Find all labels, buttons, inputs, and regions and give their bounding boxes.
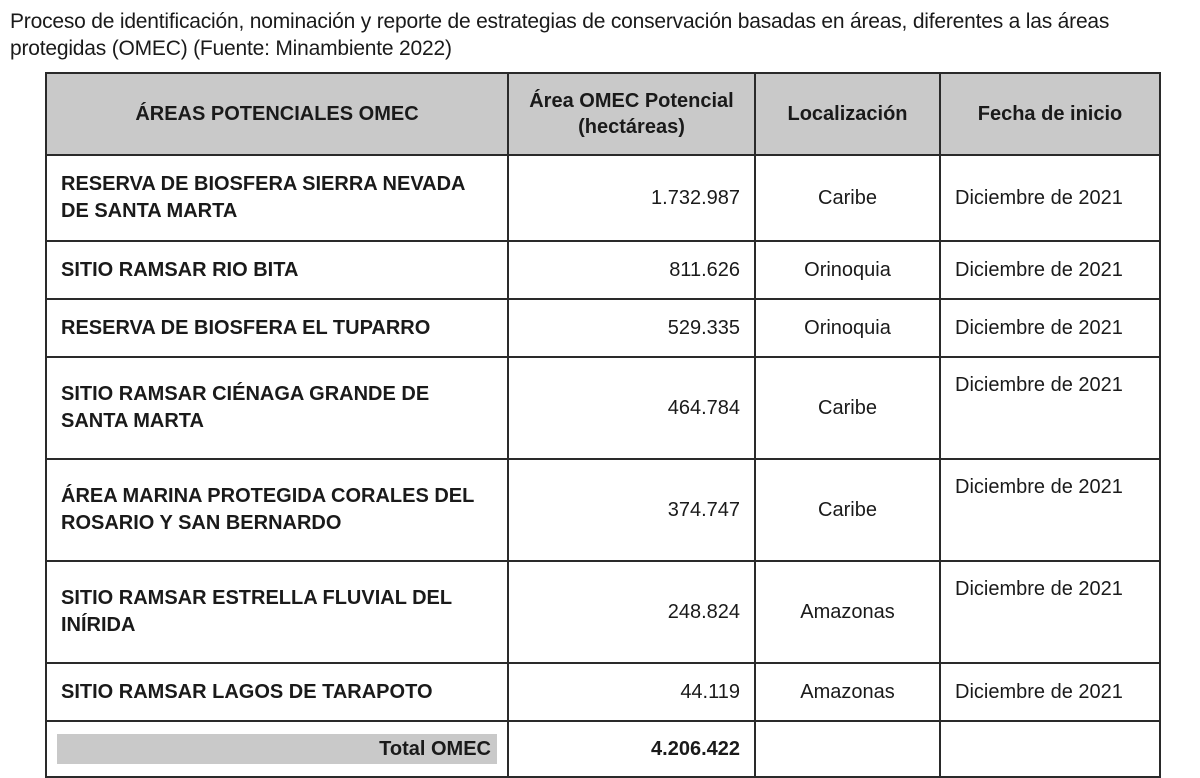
total-location-empty <box>755 721 940 777</box>
area-location: Caribe <box>755 357 940 459</box>
table-row <box>46 663 1160 721</box>
total-hectares: 4.206.422 <box>508 721 755 777</box>
table-row <box>46 357 1160 459</box>
area-name: RESERVA DE BIOSFERA SIERRA NEVADA DE SANTA MARTA <box>46 155 508 241</box>
area-hectares: 374.747 <box>508 459 755 561</box>
area-start-date: Diciembre de 2021 <box>940 357 1160 459</box>
total-label: Total OMEC <box>57 734 497 764</box>
area-hectares: 529.335 <box>508 299 755 357</box>
table-header-row <box>46 73 1160 155</box>
area-start-date: Diciembre de 2021 <box>940 299 1160 357</box>
area-start-date: Diciembre de 2021 <box>940 561 1160 663</box>
area-hectares: 811.626 <box>508 241 755 299</box>
table-caption: Proceso de identificación, nominación y reporte de estrategias de conservación basadas en áreas, diferentes a las áreas protegidas (OMEC) (Fuente: Minambiente 2022) <box>10 10 1110 60</box>
area-name: SITIO RAMSAR RIO BITA <box>46 241 508 299</box>
area-start-date: Diciembre de 2021 <box>940 663 1160 721</box>
table-row <box>46 299 1160 357</box>
total-label-cell <box>46 721 508 777</box>
area-hectares: 248.824 <box>508 561 755 663</box>
table-row <box>46 241 1160 299</box>
table-row <box>46 155 1160 241</box>
area-location: Caribe <box>755 155 940 241</box>
area-location: Orinoquia <box>755 241 940 299</box>
header-start-date: Fecha de inicio <box>940 73 1160 155</box>
area-location: Caribe <box>755 459 940 561</box>
header-hectares: Área OMEC Potencial (hectáreas) <box>508 73 755 155</box>
area-start-date: Diciembre de 2021 <box>940 241 1160 299</box>
area-hectares: 1.732.987 <box>508 155 755 241</box>
area-location: Amazonas <box>755 663 940 721</box>
area-location: Orinoquia <box>755 299 940 357</box>
area-name: ÁREA MARINA PROTEGIDA CORALES DEL ROSARIO Y SAN BERNARDO <box>46 459 508 561</box>
total-row <box>46 721 1160 777</box>
table-row <box>46 459 1160 561</box>
area-location: Amazonas <box>755 561 940 663</box>
total-date-empty <box>940 721 1160 777</box>
header-location: Localización <box>755 73 940 155</box>
area-start-date: Diciembre de 2021 <box>940 459 1160 561</box>
area-name: SITIO RAMSAR LAGOS DE TARAPOTO <box>46 663 508 721</box>
area-name: SITIO RAMSAR ESTRELLA FLUVIAL DEL INÍRIDA <box>46 561 508 663</box>
header-areas: ÁREAS POTENCIALES OMEC <box>46 73 508 155</box>
area-start-date: Diciembre de 2021 <box>940 155 1160 241</box>
area-hectares: 44.119 <box>508 663 755 721</box>
table-row <box>46 561 1160 663</box>
area-hectares: 464.784 <box>508 357 755 459</box>
area-name: RESERVA DE BIOSFERA EL TUPARRO <box>46 299 508 357</box>
area-name: SITIO RAMSAR CIÉNAGA GRANDE DE SANTA MARTA <box>46 357 508 459</box>
omec-table <box>45 72 1161 778</box>
